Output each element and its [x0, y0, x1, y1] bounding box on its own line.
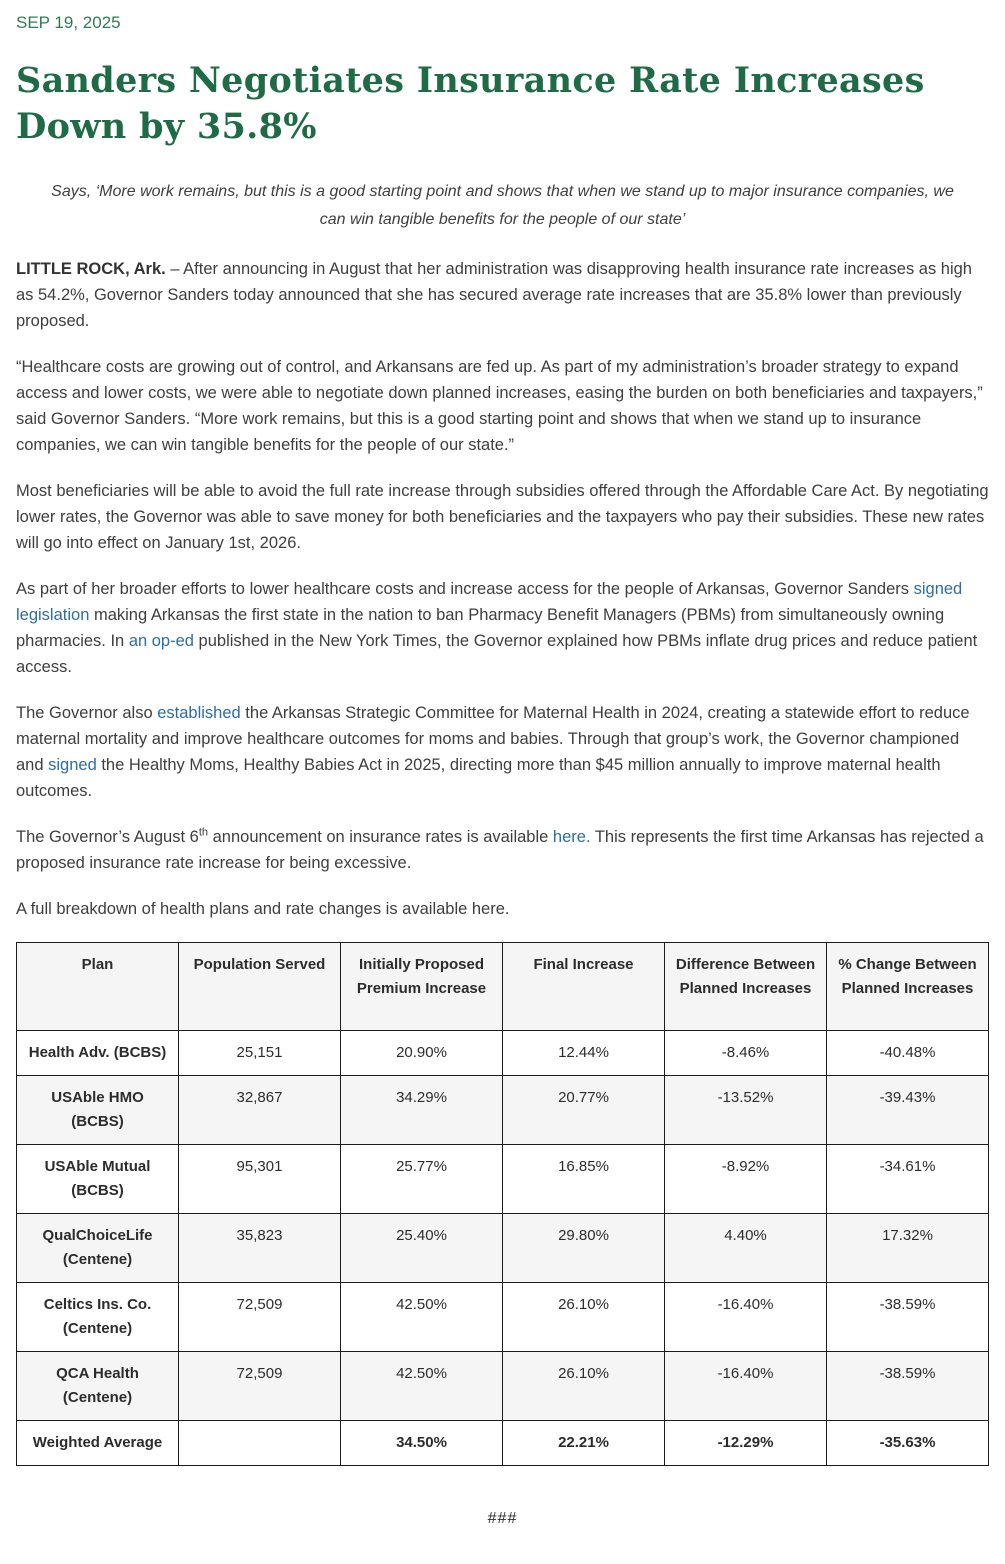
link-signed[interactable]: signed [48, 756, 97, 774]
value-cell: 72,509 [179, 1352, 341, 1421]
table-row [17, 1283, 989, 1352]
table-head [17, 943, 989, 1031]
table-body [17, 1031, 989, 1466]
value-cell: 4.40% [665, 1214, 827, 1283]
value-cell: -38.59% [827, 1352, 989, 1421]
value-cell: 25,151 [179, 1031, 341, 1076]
value-cell: -35.63% [827, 1421, 989, 1466]
column-header: Difference Between Planned Increases [665, 943, 827, 1031]
table-row [17, 1145, 989, 1214]
release-date: SEP 19, 2025 [16, 13, 121, 32]
value-cell: -39.43% [827, 1076, 989, 1145]
ordinal-superscript: th [198, 826, 209, 839]
value-cell: 20.77% [503, 1076, 665, 1145]
paragraph-pbm [16, 576, 989, 680]
table-row [17, 1421, 989, 1466]
column-header: Final Increase [503, 943, 665, 1031]
column-header: Initially Proposed Premium Increase [341, 943, 503, 1031]
plan-cell: USAble Mutual (BCBS) [17, 1145, 179, 1214]
value-cell: 16.85% [503, 1145, 665, 1214]
value-cell: 22.21% [503, 1421, 665, 1466]
end-marks: ### [487, 1510, 518, 1527]
column-header: Population Served [179, 943, 341, 1031]
dateline: LITTLE ROCK, Ark. [16, 260, 166, 278]
link-signed-legislation[interactable]: signed legislation [16, 580, 963, 624]
value-cell: -40.48% [827, 1031, 989, 1076]
value-cell: 20.90% [341, 1031, 503, 1076]
paragraph-text: The Governor also [16, 704, 158, 722]
paragraph-text: published in the New York Times, the Governor explained how PBMs inflate drug prices and reduce patient access. [16, 632, 978, 676]
plan-cell: USAble HMO (BCBS) [17, 1076, 179, 1145]
value-cell: 34.50% [341, 1421, 503, 1466]
column-header: % Change Between Planned Increases [827, 943, 989, 1031]
value-cell: 35,823 [179, 1214, 341, 1283]
paragraph-text: – After announcing in August that her administration was disapproving health insurance rate increases as high as 54.2%, Governor Sanders today announced that she has secured average rate increases that are 35.8% lower than previously proposed. [16, 260, 972, 330]
paragraph-august-announcement [16, 824, 989, 876]
table-row [17, 1031, 989, 1076]
value-cell: 72,509 [179, 1283, 341, 1352]
plan-cell: QCA Health (Centene) [17, 1352, 179, 1421]
plan-cell: QualChoiceLife (Centene) [17, 1214, 179, 1283]
paragraph-quote-statement: “Healthcare costs are growing out of control, and Arkansans are fed up. As part of my administration’s broader strategy to expand access and lower costs, we were able to negotiate down planned increases, easing the burden on both beneficiaries and taxpayers,” said Governor Sanders. “More work remains, but this is a good starting point and shows that when we stand up to insurance companies, we can win tangible benefits for the people of our state.” [16, 358, 983, 454]
plan-cell: Celtics Ins. Co. (Centene) [17, 1283, 179, 1352]
column-header: Plan [17, 943, 179, 1031]
table-row [17, 1352, 989, 1421]
paragraph-text: As part of her broader efforts to lower healthcare costs and increase access for the people of Arkansas, Governor Sanders [16, 580, 914, 598]
value-cell: 29.80% [503, 1214, 665, 1283]
value-cell: -34.61% [827, 1145, 989, 1214]
paragraph-text: announcement on insurance rates is available [208, 828, 553, 846]
subtitle-quote: Says, ‘More work remains, but this is a good starting point and shows that when we stand up to major insurance companies, we can win tangible benefits for the people of our state’ [51, 183, 954, 228]
paragraph-text: the Arkansas Strategic Committee for Maternal Health in 2024, creating a statewide effort to reduce maternal mortality and improve healthcare outcomes for moms and babies. Through that group’s work, the Governor championed and [16, 704, 970, 774]
link-here[interactable]: here. [552, 828, 591, 846]
value-cell [179, 1421, 341, 1466]
link-established[interactable]: established [157, 704, 241, 722]
headline: Sanders Negotiates Insurance Rate Increases Down by 35.8% [16, 60, 925, 147]
paragraph-text: The Governor’s August 6 [16, 828, 199, 846]
value-cell: 32,867 [179, 1076, 341, 1145]
value-cell: 95,301 [179, 1145, 341, 1214]
paragraph-breakdown: A full breakdown of health plans and rate changes is available here. [16, 900, 510, 918]
value-cell: 34.29% [341, 1076, 503, 1145]
value-cell: 25.40% [341, 1214, 503, 1283]
table-header-row [17, 943, 989, 1031]
paragraph-text: This represents the first time Arkansas has rejected a proposed insurance rate increase for being excessive. [16, 828, 984, 872]
value-cell: -13.52% [665, 1076, 827, 1145]
value-cell: 17.32% [827, 1214, 989, 1283]
value-cell: -16.40% [665, 1352, 827, 1421]
value-cell: 42.50% [341, 1352, 503, 1421]
value-cell: -12.29% [665, 1421, 827, 1466]
value-cell: -16.40% [665, 1283, 827, 1352]
paragraph-maternal-health [16, 700, 989, 804]
plan-cell: Health Adv. (BCBS) [17, 1031, 179, 1076]
value-cell: -8.46% [665, 1031, 827, 1076]
table-row [17, 1076, 989, 1145]
value-cell: -8.92% [665, 1145, 827, 1214]
value-cell: 26.10% [503, 1352, 665, 1421]
paragraph-text: making Arkansas the first state in the nation to ban Pharmacy Benefit Managers (PBMs) from simultaneously owning pharmacies. In [16, 606, 945, 650]
paragraph-subsidies: Most beneficiaries will be able to avoid the full rate increase through subsidies offered through the Affordable Care Act. By negotiating lower rates, the Governor was able to save money for both beneficiaries and the taxpayers who pay their subsidies. These new rates will go into effect on January 1st, 2026. [16, 482, 989, 552]
value-cell: -38.59% [827, 1283, 989, 1352]
value-cell: 42.50% [341, 1283, 503, 1352]
plan-cell: Weighted Average [17, 1421, 179, 1466]
value-cell: 25.77% [341, 1145, 503, 1214]
paragraph-dateline [16, 256, 989, 334]
rate-change-table [16, 942, 989, 1466]
link-op-ed[interactable]: an op-ed [128, 632, 194, 650]
value-cell: 12.44% [503, 1031, 665, 1076]
paragraph-text: the Healthy Moms, Healthy Babies Act in 2025, directing more than $45 million annually to improve maternal health outcomes. [16, 756, 941, 800]
table-row [17, 1214, 989, 1283]
value-cell: 26.10% [503, 1283, 665, 1352]
